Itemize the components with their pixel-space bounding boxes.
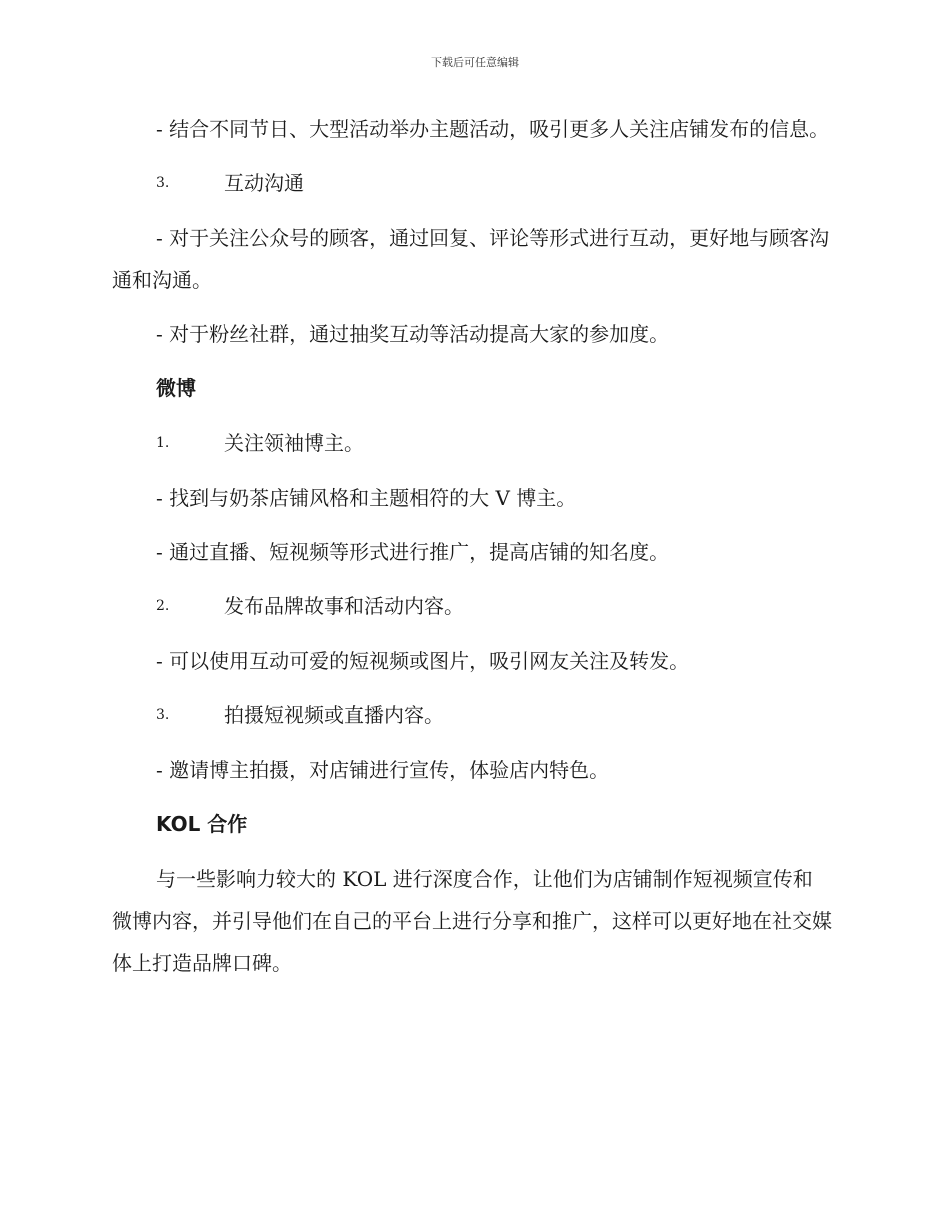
paragraph-fan-community: - 对于粉丝社群，通过抽奖互动等活动提高大家的参加度。 [156, 322, 670, 346]
section-heading-kol: KOL 合作 [156, 812, 248, 836]
paragraph-followers-reply: - 对于关注公众号的顾客，通过回复、评论等形式进行互动，更好地与顾客沟通和沟通。 [112, 226, 830, 292]
document-body [112, 108, 832, 996]
list-item-interaction [112, 162, 832, 204]
list-item-shoot-content [112, 694, 832, 736]
list-number: 3. [156, 707, 170, 723]
paragraph-kol-cooperation: 与一些影响力较大的 KOL 进行深度合作，让他们为店铺制作短视频宣传和微博内容，并引导他们在自己的平台上进行分享和推广，这样可以更好地在社交媒体上打造品牌口碑。 [112, 867, 832, 975]
list-item-label: 关注领袖博主。 [224, 431, 364, 455]
page-header: 下载后可任意编辑 [431, 56, 519, 69]
paragraph-find-bloggers: - 找到与奶茶店铺风格和主题相符的大 V 博主。 [156, 486, 577, 510]
section-heading-weibo: 微博 [156, 376, 196, 400]
list-number: 1. [156, 435, 170, 451]
list-item-label: 发布品牌故事和活动内容。 [224, 594, 464, 618]
paragraph-live-promotion: - 通过直播、短视频等形式进行推广，提高店铺的知名度。 [156, 540, 670, 564]
list-number: 2. [156, 598, 170, 614]
list-item-brand-story [112, 585, 832, 627]
paragraph-invite-bloggers: - 邀请博主拍摄，对店铺进行宣传，体验店内特色。 [156, 758, 610, 782]
list-item-follow-bloggers [112, 422, 832, 464]
list-item-label: 拍摄短视频或直播内容。 [224, 703, 444, 727]
list-item-label: 互动沟通 [224, 171, 304, 195]
paragraph-holiday-events: - 结合不同节日、大型活动举办主题活动，吸引更多人关注店铺发布的信息。 [156, 117, 830, 141]
list-number: 3. [156, 175, 170, 191]
paragraph-short-videos: - 可以使用互动可爱的短视频或图片，吸引网友关注及转发。 [156, 649, 690, 673]
